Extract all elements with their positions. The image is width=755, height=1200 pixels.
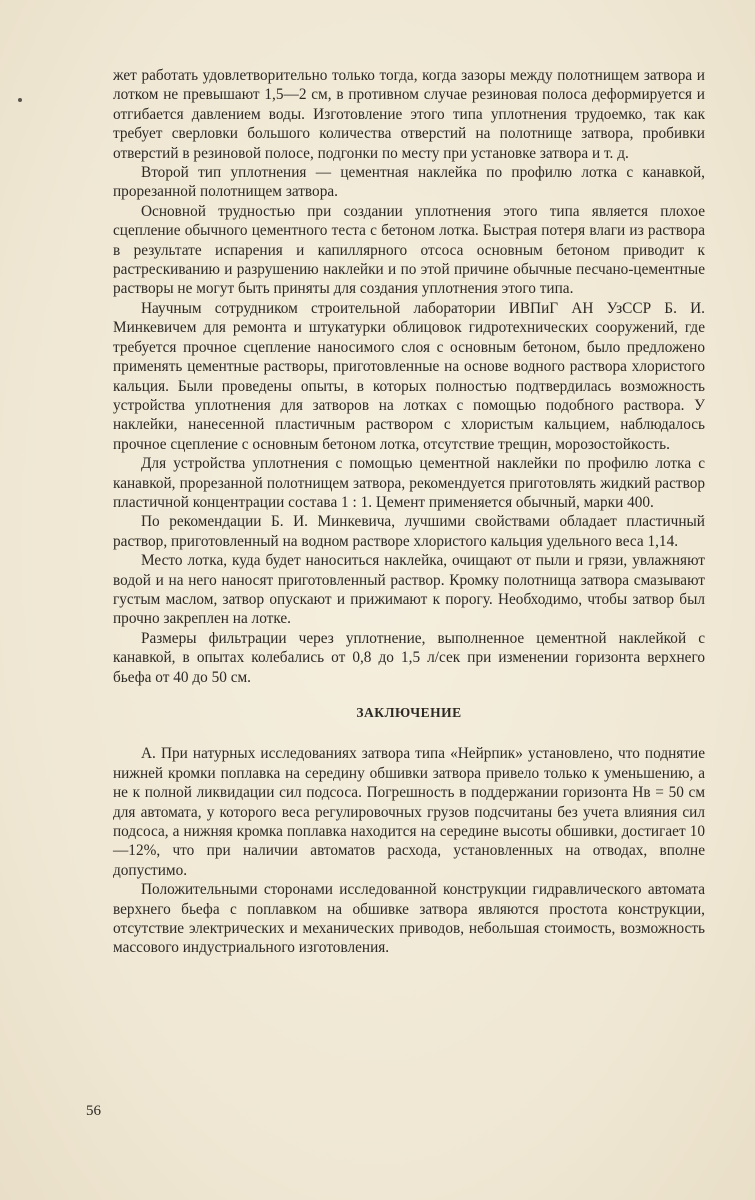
section-heading: ЗАКЛЮЧЕНИЕ	[356, 705, 462, 720]
conclusion-paragraph: А. При натурных исследованиях затвора типа «Нейрпик» установлено, что поднятие нижней кромки поплавка на середину обшивки затвора привело только к уменьшению, а не к полной ликвидации сил подсоса. Погрешность в поддержании горизонта Hв = 50 см для автомата, у которого веса регулировочных грузов подсчитаны без учета влияния сил подсоса, а нижняя кромка поплавка находится на середине высоты обшивки, достигает 10—12%, что при наличии автоматов расхода, установленных на отводах, вполне допустимо.	[113, 745, 705, 879]
paragraph: Размеры фильтрации через уплотнение, выполненное цементной наклейкой с канавкой, в опытах колебались от 0,8 до 1,5 л/сек при изменении горизонта верхнего бьефа от 40 до 50 см.	[113, 629, 705, 686]
paragraph: По рекомендации Б. И. Минкевича, лучшими свойствами обладает пластичный раствор, приготовленный на водном растворе хлористого кальция удельного веса 1,14.	[113, 513, 705, 550]
paragraph: Для устройства уплотнения с помощью цементной наклейки по профилю лотка с канавкой, прорезанной полотнищем затвора, рекомендуется приготовлять жидкий раствор пластичной концентрации состава 1 : 1. Цемент применяется обычный, марки 400.	[113, 455, 705, 511]
body-text	[113, 66, 705, 958]
conclusion-paragraph: Положительными сторонами исследованной конструкции гидравлического автомата верхнего бьефа с поплавком на обшивке затвора являются простота конструкции, отсутствие электрических и механических приводов, небольшая стоимость, возможность массового индустриального изготовления.	[113, 881, 705, 957]
paragraph: Основной трудностью при создании уплотнения этого типа является плохое сцепление обычного цементного теста с бетоном лотка. Быстрая потеря влаги из раствора в результате испарения и капиллярного отсоса основным бетоном приводит к растрескиванию и разрушению наклейки и по этой причине обычные песчано-цементные растворы не могут быть приняты для создания уплотнения этого типа.	[113, 202, 705, 298]
paragraph: Второй тип уплотнения — цементная наклейка по профилю лотка с канавкой, прорезанной полотнищем затвора.	[113, 164, 705, 201]
paragraph-continuation: жет работать удовлетворительно только тогда, когда зазоры между полотнищем затвора и лотком не превышают 1,5—2 см, в противном случае резиновая полоса деформируется и отгибается давлением воды. Изготовление этого типа уплотнения трудоемко, так как требует сверловки большого количества отверстий на полотнище затвора, пробивки отверстий в резиновой полосе, подгонки по месту при установке затвора и т. д.	[113, 67, 705, 162]
paragraph: Место лотка, куда будет наноситься наклейка, очищают от пыли и грязи, увлажняют водой и на него наносят приготовленный раствор. Кромку полотнища затвора смазывают густым маслом, затвор опускают и прижимают к порогу. Необходимо, чтобы затвор был прочно закреплен на лотке.	[113, 552, 705, 628]
paragraph: Научным сотрудником строительной лаборатории ИВПиГ АН УзССР Б. И. Минкевичем для ремонта и штукатурки облицовок гидротехнических сооружений, где требуется прочное сцепление наносимого слоя с основным бетоном, было предложено применять цементные растворы, приготовленные на основе водного раствора хлористого кальция. Были проведены опыты, в которых полностью подтвердилась возможность устройства уплотнения для затворов на лотках с помощью подобного раствора. У наклейки, нанесенной пластичным раствором с хлористым кальцием, наблюдалось прочное сцепление с основным бетоном лотка, отсутствие трещин, морозостойкость.	[113, 299, 705, 453]
page-number: 56	[86, 1103, 101, 1119]
margin-mark	[18, 98, 22, 102]
